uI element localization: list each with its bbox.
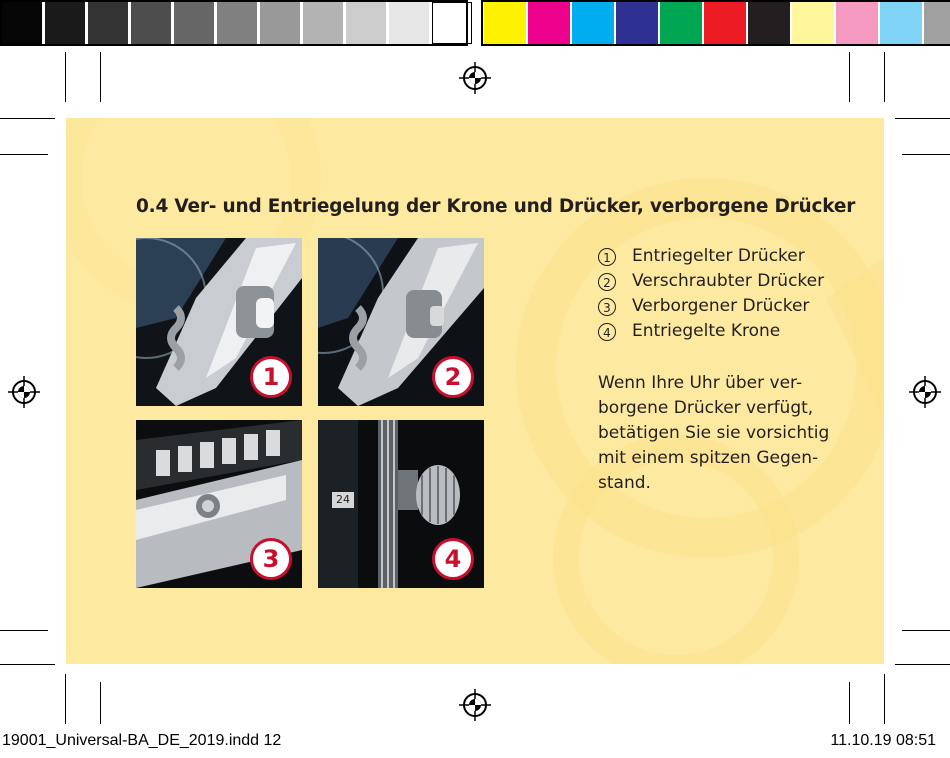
legend-list [598,244,824,344]
legend-item [598,244,824,269]
callout-badge: 3 [250,538,292,580]
crop-mark [902,154,950,155]
legend-item [598,319,824,344]
crop-mark [0,118,55,119]
legend-label: Verborgener Drücker [632,296,810,316]
crop-mark [849,682,850,724]
crop-mark [895,118,950,119]
paragraph-line: Wenn Ihre Uhr über ver- [598,373,803,393]
paragraph-line: mit einem spitzen Gegen- [598,448,819,468]
crop-mark [884,52,885,102]
crop-mark [0,630,48,631]
date-window: 24 [332,492,354,508]
callout-badge: 2 [432,356,474,398]
legend-item [598,294,824,319]
photo-screwed-pusher [318,238,484,406]
photo-unlocked-crown [318,420,484,588]
legend-item [598,269,824,294]
legend-number: 3 [598,298,616,316]
crop-mark [65,52,66,102]
crop-mark [100,52,101,102]
gray-bar-frame [0,0,468,46]
registration-mark-icon [908,375,942,409]
legend-number: 2 [598,273,616,291]
photo-unlocked-pusher [136,238,302,406]
registration-mark-icon [458,61,492,95]
paragraph-line: stand. [598,473,651,493]
crop-mark [100,682,101,724]
photo-hidden-pusher [136,420,302,588]
legend-label: Verschraubter Drücker [632,271,825,291]
crop-mark [849,52,850,102]
section-heading: 0.4 Ver- und Entriegelung der Krone und Drücker, verborgene Drücker [136,196,856,217]
crop-mark [902,630,950,631]
crop-mark [895,664,950,665]
paragraph-line: borgene Drücker verfügt, [598,398,814,418]
color-bar-frame [481,0,950,46]
legend-label: Entriegelte Krone [632,321,781,341]
crop-mark [0,664,55,665]
slug-filename: 19001_Universal-BA_DE_2019.indd 12 [2,732,282,749]
callout-badge: 1 [250,356,292,398]
legend-label: Entriegelter Drücker [632,246,805,266]
crop-mark [65,674,66,724]
slug-datetime: 11.10.19 08:51 [830,732,936,749]
registration-mark-icon [7,375,41,409]
crop-mark [884,674,885,724]
legend-number: 1 [598,248,616,266]
callout-badge: 4 [432,538,474,580]
crop-mark [0,154,48,155]
instruction-paragraph [598,371,828,496]
paragraph-line: betätigen Sie sie vorsichtig [598,423,830,443]
registration-mark-icon [458,688,492,722]
legend-number: 4 [598,323,616,341]
manual-page [66,118,884,664]
